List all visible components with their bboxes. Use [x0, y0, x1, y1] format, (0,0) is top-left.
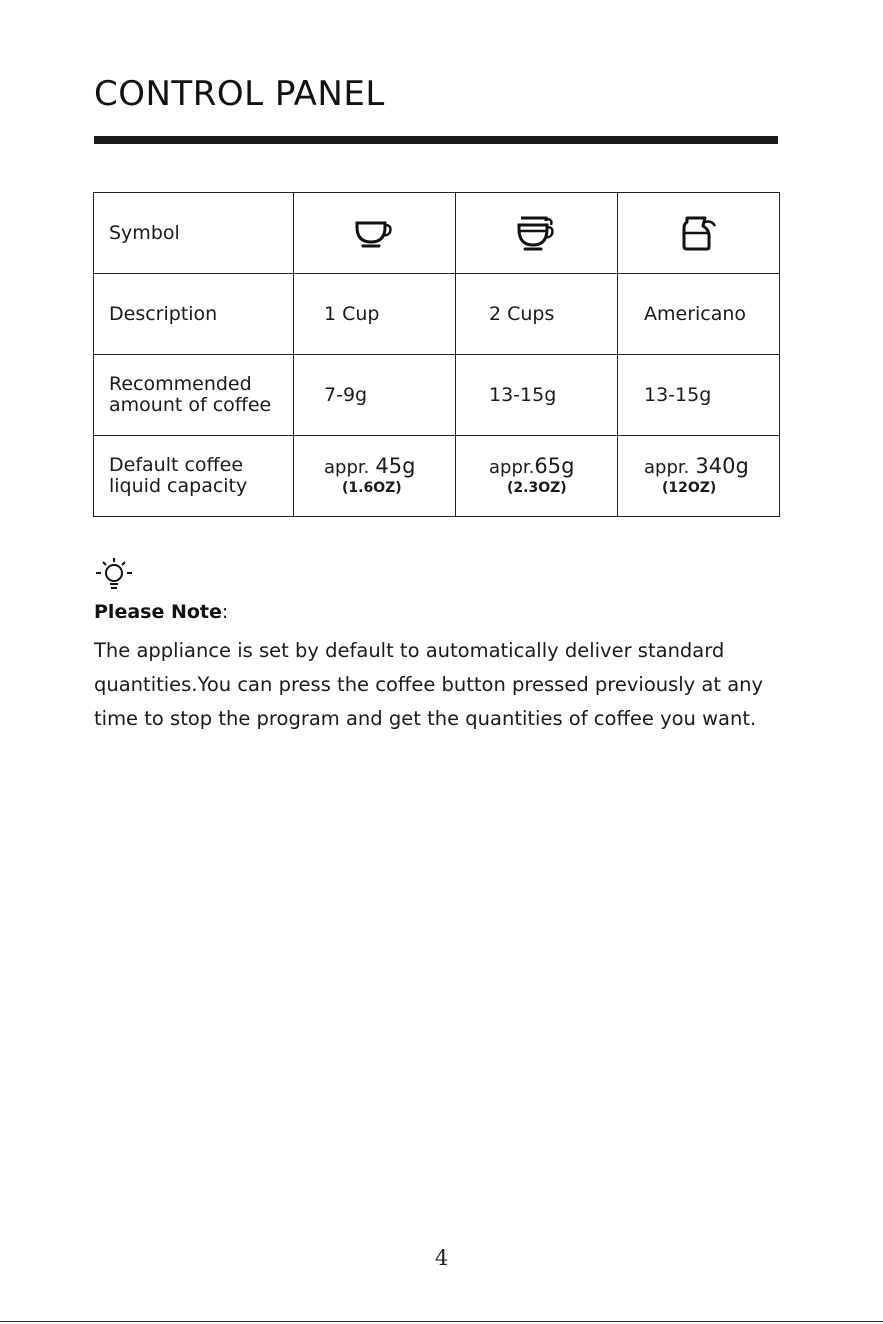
row-label-line: amount of coffee — [109, 394, 272, 416]
recommended-value-1: 7-9g — [294, 355, 456, 436]
table-row-recommended — [94, 355, 780, 436]
capacity-cell-1 — [294, 436, 456, 517]
row-label-line: Default coffee — [109, 454, 244, 476]
row-label-symbol: Symbol — [94, 193, 294, 274]
table-row-description — [94, 274, 780, 355]
double-cup-icon — [516, 222, 558, 244]
note-line: time to stop the program and get the quantities of coffee you want. — [94, 707, 757, 730]
row-label-description: Description — [94, 274, 294, 355]
carafe-icon — [679, 222, 719, 244]
recommended-value-2: 13-15g — [456, 355, 618, 436]
row-label-line: liquid capacity — [109, 475, 248, 497]
capacity-cell-3 — [618, 436, 780, 517]
note-title: Please Note — [94, 601, 222, 623]
appr-prefix: appr. — [324, 457, 370, 478]
note-body — [94, 634, 784, 736]
control-panel-table — [93, 192, 780, 517]
note-line: The appliance is set by default to automatically deliver standard — [94, 639, 725, 662]
description-value-3: Americano — [618, 274, 780, 355]
capacity-value-3: 340g — [695, 454, 749, 478]
capacity-value-2: 65g — [534, 454, 575, 478]
row-label-recommended — [94, 355, 294, 436]
recommended-value-3: 13-15g — [618, 355, 780, 436]
table-row-symbol — [94, 193, 780, 274]
appr-prefix: appr. — [489, 457, 535, 478]
capacity-oz-1: (1.6OZ) — [342, 480, 402, 496]
page-number: 4 — [434, 1246, 449, 1270]
page-title: CONTROL PANEL — [94, 74, 385, 114]
capacity-oz-2: (2.3OZ) — [507, 480, 567, 496]
row-label-capacity — [94, 436, 294, 517]
table-row-capacity — [94, 436, 780, 517]
capacity-cell-2 — [456, 436, 618, 517]
capacity-value-1: 45g — [375, 454, 416, 478]
single-cup-icon — [354, 222, 396, 244]
appr-prefix: appr. — [644, 457, 690, 478]
symbol-cell-3 — [618, 193, 780, 274]
symbol-cell-1 — [294, 193, 456, 274]
title-divider — [94, 136, 778, 144]
note-line: quantities.You can press the coffee button pressed previously at any — [94, 673, 764, 696]
lightbulb-icon — [94, 558, 134, 592]
description-value-2: 2 Cups — [456, 274, 618, 355]
capacity-oz-3: (12OZ) — [662, 480, 717, 496]
symbol-cell-2 — [456, 193, 618, 274]
bottom-divider — [0, 1321, 883, 1322]
description-value-1: 1 Cup — [294, 274, 456, 355]
row-label-line: Recommended — [109, 373, 252, 395]
note-colon: : — [221, 601, 229, 623]
note-heading — [94, 601, 228, 623]
